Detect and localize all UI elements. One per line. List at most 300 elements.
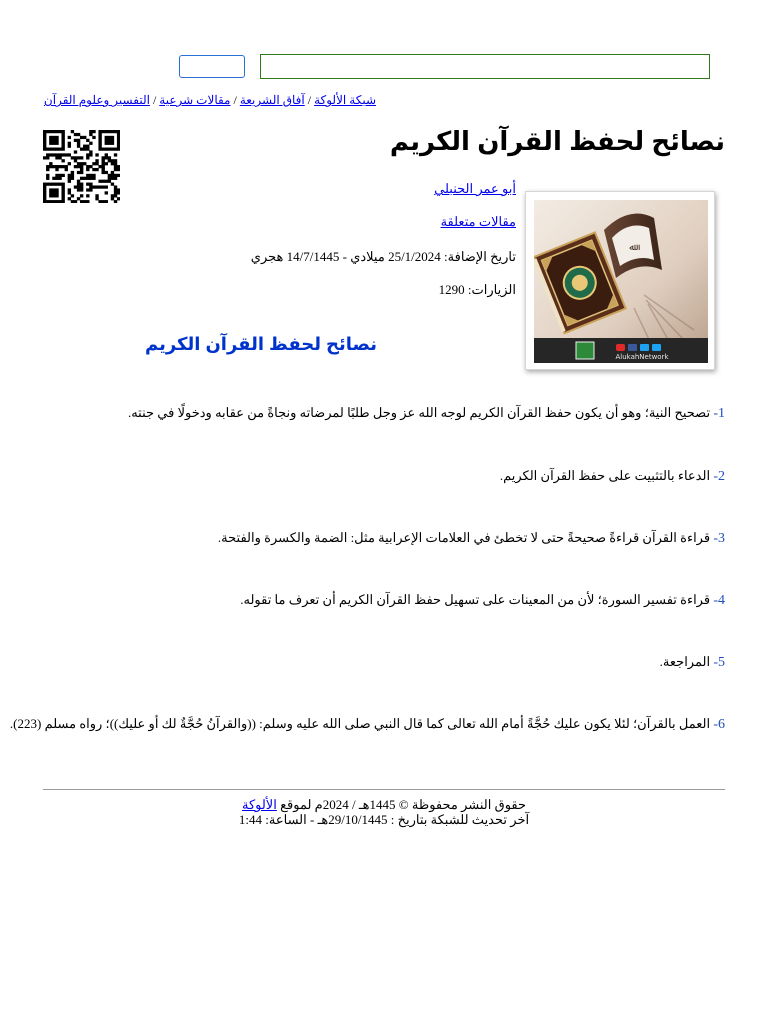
qr-module [77,145,80,148]
qr-module [86,153,89,156]
qr-module [71,174,74,177]
advice-item [660,654,725,671]
qr-module [49,142,52,145]
qr-module [89,177,92,180]
qr-module [108,136,111,139]
qr-module [55,148,58,151]
qr-module [80,162,83,165]
qr-module [80,185,83,188]
qr-module [68,197,71,200]
qr-module [61,200,64,203]
qr-module [111,130,114,133]
qr-module [86,194,89,197]
breadcrumb-sharia-horizons[interactable]: آفاق الشريعة [239,93,305,107]
qr-module [46,177,49,180]
qr-module [77,142,80,145]
qr-module [52,153,55,156]
qr-module [58,183,61,186]
qr-module [80,156,83,159]
breadcrumb-separator: / [307,93,312,107]
qr-module [55,130,58,133]
qr-module [43,139,46,142]
qr-module [95,168,98,171]
qr-module [86,145,89,148]
qr-module [114,130,117,133]
qr-module [77,188,80,191]
qr-module [105,136,108,139]
advice-number: 6- [713,717,725,732]
qr-module [49,183,52,186]
qr-module [49,191,52,194]
qr-module [117,168,120,171]
qr-module [49,153,52,156]
qr-module [108,159,111,162]
qr-module [114,177,117,180]
qr-module [95,197,98,200]
qr-module [58,177,61,180]
advice-item [218,530,725,547]
qr-module [77,180,80,183]
qr-module [68,153,71,156]
qr-module [55,142,58,145]
qr-module [86,183,89,186]
copyright-text: حقوق النشر محفوظة © 1445هـ / 2024م لموقع [276,797,527,812]
qr-module [108,156,111,159]
qr-module [77,183,80,186]
qr-module [65,168,68,171]
qr-module [111,148,114,151]
qr-module [49,130,52,133]
qr-module [102,200,105,203]
qr-module [86,177,89,180]
qr-module [52,194,55,197]
qr-module [98,136,101,139]
qr-module [52,188,55,191]
qr-module [55,188,58,191]
qr-module [102,168,105,171]
qr-module [61,197,64,200]
qr-module [61,130,64,133]
copyright-line [0,797,768,812]
qr-module [105,148,108,151]
qr-module [102,159,105,162]
qr-module [89,133,92,136]
qr-module [46,168,49,171]
qr-module [86,168,89,171]
qr-module [108,174,111,177]
qr-module [46,200,49,203]
qr-module [55,174,58,177]
qr-module [68,145,71,148]
publish-date: تاريخ الإضافة: 25/1/2024 ميلادي - 14/7/1445 هجري [250,249,516,264]
qr-module [114,174,117,177]
qr-module [105,156,108,159]
qr-module [117,165,120,168]
qr-module [55,156,58,159]
advice-number: 3- [713,531,725,546]
qr-module [61,148,64,151]
qr-module [77,165,80,168]
qr-module [108,139,111,142]
qr-module [80,165,83,168]
footer [0,797,768,827]
svg-text:ﷲ: ﷲ [629,243,635,253]
qr-module [86,139,89,142]
qr-module [114,148,117,151]
advice-text: المراجعة. [659,654,714,669]
qr-module [86,188,89,191]
qr-module [46,156,49,159]
qr-module [114,185,117,188]
qr-module [80,171,83,174]
qr-module [89,183,92,186]
qr-module [80,168,83,171]
qr-module [117,136,120,139]
qr-module [68,136,71,139]
qr-module [43,194,46,197]
qr-module [108,130,111,133]
qr-module [102,185,105,188]
qr-module [61,191,64,194]
page-title: نصائح لحفظ القرآن الكريم [389,126,725,156]
qr-module [77,171,80,174]
qr-module [61,183,64,186]
qr-module [71,200,74,203]
telegram-icon [652,344,661,351]
qr-module [43,142,46,145]
qr-module [111,162,114,165]
qr-module [89,165,92,168]
qr-module [68,188,71,191]
qr-module [114,168,117,171]
qr-module [58,130,61,133]
qr-module [43,130,46,133]
qr-module [117,148,120,151]
qr-code [43,130,120,203]
qr-module [58,148,61,151]
qr-module [86,156,89,159]
qr-module [55,191,58,194]
qr-module [49,194,52,197]
qr-module [98,145,101,148]
qr-module [98,130,101,133]
qr-module [74,200,77,203]
qr-module [95,162,98,165]
advice-text: الدعاء بالتثبيت على حفظ القرآن الكريم. [499,468,714,483]
qr-module [95,185,98,188]
qr-module [77,133,80,136]
qr-module [58,153,61,156]
qr-module [46,174,49,177]
qr-module [49,188,52,191]
qr-module [52,139,55,142]
breadcrumb-tafsir-quran-sciences[interactable]: التفسير وعلوم القرآن [43,93,150,107]
qr-module [89,130,92,133]
qr-module [71,194,74,197]
breadcrumb-sharia-articles[interactable]: مقالات شرعية [159,93,231,107]
qr-module [80,194,83,197]
qr-module [68,142,71,145]
qr-module [114,194,117,197]
qr-module [108,177,111,180]
qr-module [61,185,64,188]
qr-module [55,183,58,186]
qr-module [83,145,86,148]
qr-module [80,148,83,151]
qr-module [92,177,95,180]
advice-text: قراءة تفسير السورة؛ لأن من المعينات على تسهيل حفظ القرآن الكريم أن تعرف ما تقوله. [240,592,714,607]
qr-module [58,165,61,168]
advice-number: 5- [713,655,725,670]
qr-module [105,162,108,165]
qr-module [74,156,77,159]
qr-module [105,130,108,133]
qr-module [55,136,58,139]
breadcrumb-alukah-network[interactable]: شبكة الألوكة [314,93,376,107]
qr-module [61,153,64,156]
qr-module [114,188,117,191]
qr-module [46,148,49,151]
qr-module [98,142,101,145]
qr-module [89,185,92,188]
qr-module [80,188,83,191]
qr-module [95,159,98,162]
qr-module [92,130,95,133]
qr-module [92,185,95,188]
qr-module [55,194,58,197]
qr-module [111,139,114,142]
qr-module [114,191,117,194]
qr-module [43,188,46,191]
qr-module [52,177,55,180]
qr-module [80,177,83,180]
qr-module [102,130,105,133]
qr-module [71,171,74,174]
qr-module [52,200,55,203]
qr-module [105,171,108,174]
qr-module [52,130,55,133]
qr-module [86,165,89,168]
qr-module [92,168,95,171]
qr-module [43,197,46,200]
qr-module [74,185,77,188]
qr-module [102,180,105,183]
qr-module [49,162,52,165]
qr-module [74,165,77,168]
qr-module [117,130,120,133]
advice-text: قراءة القرآن قراءةً صحيحةً حتى لا تخطئ في العلامات الإعرابية مثل: الضمة والكسرة والفتحة. [217,530,714,545]
qr-module [89,174,92,177]
qr-module [74,139,77,142]
qr-module [80,136,83,139]
facebook-icon [628,344,637,351]
qr-module [68,174,71,177]
content-heading: نصائح لحفظ القرآن الكريم [144,334,377,354]
advice-number: 2- [713,469,725,484]
qr-module [114,200,117,203]
advice-number: 1- [713,406,725,421]
qr-module [46,165,49,168]
qr-module [117,145,120,148]
qr-module [43,148,46,151]
qr-module [98,165,101,168]
qr-module [108,142,111,145]
qr-module [86,174,89,177]
qr-module [105,185,108,188]
breadcrumb-separator: / [152,93,157,107]
qr-module [80,183,83,186]
twitter-icon [640,344,649,351]
qr-module [49,136,52,139]
qr-module [68,177,71,180]
breadcrumb-separator: / [233,93,237,107]
advice-item [500,468,725,485]
search-button[interactable] [179,55,245,78]
qr-module [86,148,89,151]
advice-item [240,592,725,609]
qr-module [83,136,86,139]
search-input[interactable] [260,54,710,79]
qr-module [108,148,111,151]
qr-module [111,174,114,177]
qr-module [102,162,105,165]
qr-module [102,156,105,159]
qr-module [52,148,55,151]
advice-number: 4- [713,593,725,608]
qr-module [111,159,114,162]
qr-module [114,162,117,165]
qr-module [117,174,120,177]
author-link[interactable]: أبو عمر الحنبلي [434,181,516,196]
qr-module [114,153,117,156]
qr-module [83,177,86,180]
qr-module [43,183,46,186]
qr-module [65,165,68,168]
qr-module [105,142,108,145]
qr-module [43,136,46,139]
qr-module [117,142,120,145]
qr-module [55,200,58,203]
qr-module [61,194,64,197]
qr-module [61,159,64,162]
qr-module [52,142,55,145]
advice-text: تصحيح النية؛ وهو أن يكون حفظ القرآن الكريم لوجه الله عز وجل طلبًا لمرضاته ونجاةً من عقابه ودخولًا في جنته. [127,405,714,420]
qr-module [61,188,64,191]
qr-module [61,133,64,136]
image-brand-text: AlukahNetwork [615,353,669,361]
qr-module [111,197,114,200]
qr-module [77,197,80,200]
article-image[interactable] [525,191,715,370]
qr-module [111,194,114,197]
qr-module [117,139,120,142]
qr-module [117,133,120,136]
advice-text: العمل بالقرآن؛ لئلا يكون عليك حُجَّةً أمام الله تعالى كما قال النبي صلى الله عليه وسلم: ((والقرآنُ حُجَّةٌ لك أو عليك))؛ رواه مسلم (223). [9,716,714,731]
related-articles-link[interactable]: مقالات متعلقة [440,214,516,229]
qr-module [117,188,120,191]
qr-module [43,191,46,194]
qr-module [102,165,105,168]
qr-module [68,180,71,183]
qr-module [98,139,101,142]
qr-module [89,188,92,191]
breadcrumb [44,93,376,108]
qr-module [77,185,80,188]
qr-module [92,174,95,177]
qr-module [58,174,61,177]
qr-module [43,200,46,203]
qr-module [61,142,64,145]
qr-module [68,191,71,194]
qr-module [92,136,95,139]
qr-module [102,148,105,151]
qr-module [86,200,89,203]
qr-module [43,156,46,159]
qr-module [92,162,95,165]
qr-module [77,162,80,165]
last-update-line: آخر تحديث للشبكة بتاريخ : 29/10/1445هـ - الساعة: 1:44 [238,812,530,827]
qr-module [89,153,92,156]
qr-module [49,148,52,151]
advice-item [10,716,725,733]
qr-module [49,139,52,142]
qr-module [49,200,52,203]
qr-module [43,185,46,188]
qr-module [105,200,108,203]
qr-module [77,139,80,142]
qr-module [58,156,61,159]
qr-module [58,200,61,203]
qr-module [46,153,49,156]
qr-module [43,145,46,148]
qr-module [46,130,49,133]
qr-module [111,142,114,145]
qr-module [55,168,58,171]
qr-module [117,191,120,194]
qr-module [71,130,74,133]
qr-module [61,145,64,148]
qr-module [80,200,83,203]
qr-module [98,148,101,151]
qr-module [68,162,71,165]
qr-module [105,139,108,142]
qr-module [111,136,114,139]
qr-module [61,165,64,168]
qr-module [105,191,108,194]
qr-module [105,153,108,156]
visits-count: الزيارات: 1290 [438,282,516,297]
qr-module [83,148,86,151]
qr-module [98,185,101,188]
qr-module [98,133,101,136]
qr-module [61,139,64,142]
qr-module [65,153,68,156]
qr-module [98,180,101,183]
qr-module [74,159,77,162]
qr-module [52,191,55,194]
qr-module [46,183,49,186]
qr-module [89,142,92,145]
qr-module [55,139,58,142]
quran-book-illustration [534,200,708,363]
qr-module [71,177,74,180]
qr-module [74,133,77,136]
qr-module [43,133,46,136]
qr-module [49,165,52,168]
footer-site-link[interactable]: الألوكة [241,797,277,812]
qr-module [55,165,58,168]
qr-module [55,177,58,180]
